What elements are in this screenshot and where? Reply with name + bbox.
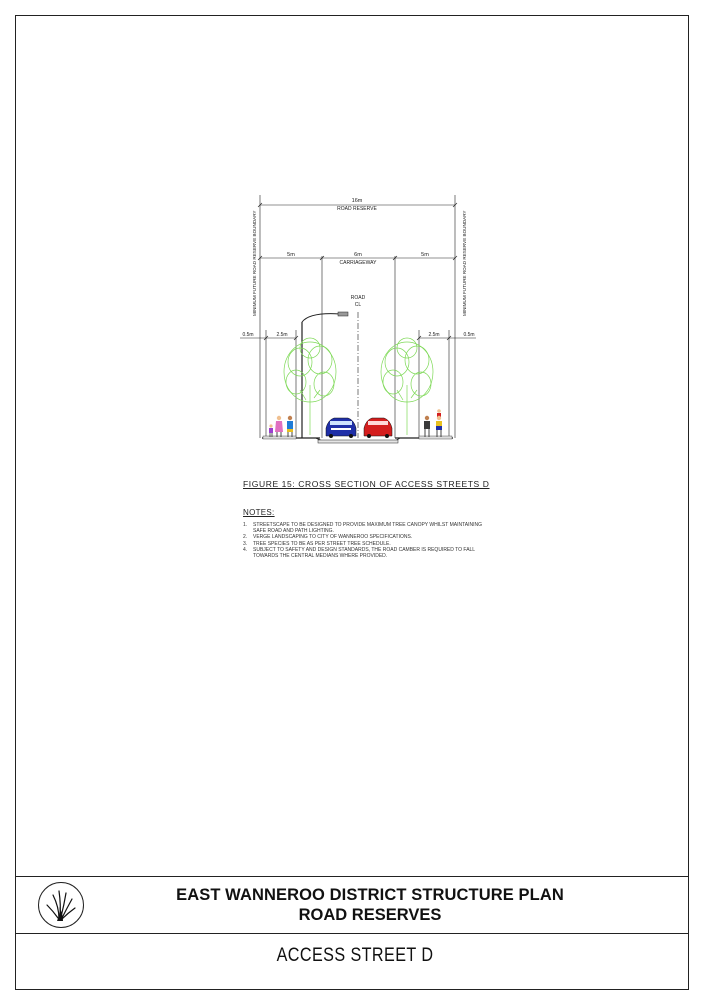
blue-car-icon	[326, 418, 356, 438]
carriageway-label: CARRIAGEWAY	[339, 260, 377, 266]
centreline-label-road: ROAD	[350, 295, 366, 301]
centreline-label-cl: CL	[354, 302, 362, 308]
left-verge-width-label: 5m	[287, 252, 295, 258]
plan-title: EAST WANNEROO DISTRICT STRUCTURE PLAN	[176, 886, 564, 904]
note-item: 4. SUBJECT TO SAFETY AND DESIGN STANDARDS, THE ROAD CAMBER IS REQUIRED TO FALL TOWARDS THE CENTRAL MEDIANS WHERE PROVIDED.	[243, 546, 475, 560]
note-item: 1. STREETSCAPE TO BE DESIGNED TO PROVIDE MAXIMUM TREE CANOPY WHILST MAINTAINING SAFE ROAD AND PATH LIGHTING.	[243, 522, 483, 535]
red-car-icon	[364, 418, 392, 438]
notes-list	[243, 522, 483, 559]
carriageway-width-label: 6m	[354, 252, 362, 258]
left-boundary-label: MINIMUM FUTURE ROAD RESERVE BOUNDARY	[252, 210, 257, 316]
title-block	[15, 876, 689, 934]
left-pedestrians-icon	[269, 416, 293, 437]
road-reserve-label: ROAD RESERVE	[337, 206, 377, 212]
left-path-label: 2.5m	[276, 332, 288, 338]
right-boundary-label: MINIMUM FUTURE ROAD RESERVE BOUNDARY	[462, 210, 467, 316]
right-offset-label: 0.5m	[463, 332, 475, 338]
sheet-name: ACCESS STREET D	[276, 945, 434, 966]
street-light-head	[338, 312, 348, 316]
right-tree-icon	[381, 338, 433, 435]
figure-caption: FIGURE 15: CROSS SECTION OF ACCESS STREETS D	[243, 479, 490, 489]
plant-logo-icon	[37, 881, 85, 929]
note-item: 3. TREE SPECIES TO BE AS PER STREET TREE SCHEDULE.	[243, 540, 391, 547]
note-item: 2. VERGE LANDSCAPING TO CITY OF WANNEROO SPECIFICATIONS.	[243, 534, 413, 541]
right-path-label: 2.5m	[428, 332, 440, 338]
plan-subtitle: ROAD RESERVES	[298, 906, 442, 924]
street-light-arm	[302, 314, 340, 322]
right-verge-width-label: 5m	[421, 252, 429, 258]
total-width-label: 16m	[351, 198, 363, 204]
left-offset-label: 0.5m	[242, 332, 254, 338]
right-pedestrians-icon	[424, 409, 442, 437]
left-tree-icon	[284, 338, 336, 435]
notes-heading: NOTES:	[243, 508, 275, 517]
